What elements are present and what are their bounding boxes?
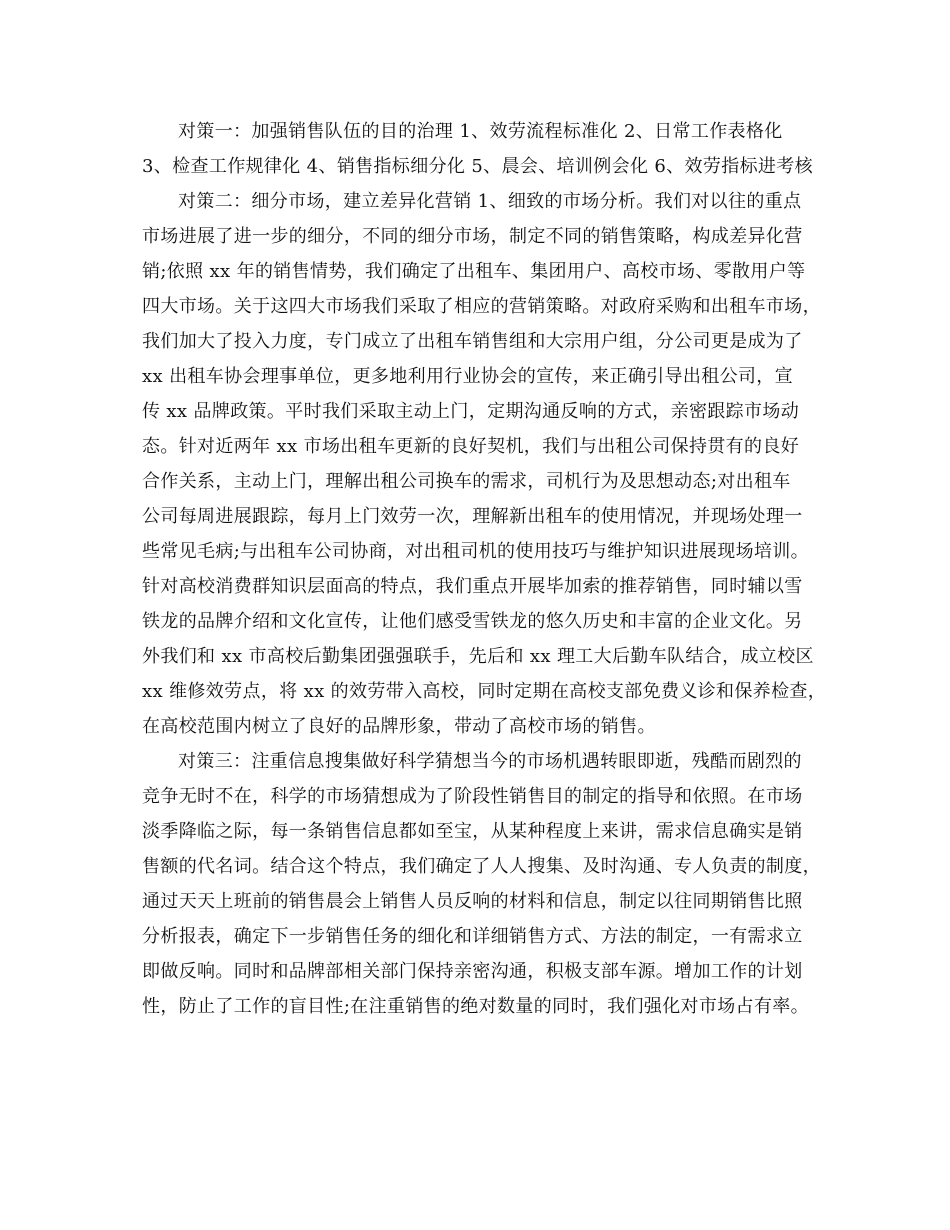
paragraph-2-line-11: 些常见毛病;与出租车公司协商，对出租司机的使用技巧与维护知识进展现场培训。 — [142, 541, 810, 562]
paragraph-2-line-15: xx 维修效劳点，将 xx 的效劳带入高校，同时定期在高校支部免费义诊和保养检查， — [142, 681, 827, 702]
paragraph-2-line-7: 传 xx 品牌政策。平时我们采取主动上门，定期沟通反响的方式，亲密跟踪市场动 — [142, 401, 800, 422]
paragraph-1-line-2: 3、检查工作规律化 4、销售指标细分化 5、晨会、培训例会化 6、效劳指标进考核 — [142, 156, 813, 177]
paragraph-3-line-7: 即做反响。同时和品牌部相关部门保持亲密沟通，积极支部车源。增加工作的计划 — [142, 961, 803, 982]
paragraph-2-line-9: 合作关系，主动上门，理解出租公司换车的需求，司机行为及思想动态;对出租车 — [142, 471, 791, 492]
paragraph-2-line-14: 外我们和 xx 市高校后勤集团强强联手，先后和 xx 理工大后勤车队结合，成立校区 — [142, 646, 814, 667]
paragraph-2-line-5: 我们加大了投入力度，专门成立了出租车销售组和大宗用户组，分公司更是成为了 — [142, 331, 803, 352]
paragraph-1-line-1: 对策一：加强销售队伍的目的治理 1、效劳流程标准化 2、日常工作表格化 — [178, 121, 783, 142]
paragraph-2-line-3: 销;依照 xx 年的销售情势，我们确定了出租车、集团用户、高校市场、零散用户等 — [142, 261, 806, 282]
paragraph-3-line-3: 淡季降临之际，每一条销售信息都如至宝，从某种程度上来讲，需求信息确实是销 — [142, 821, 803, 842]
paragraph-3-line-6: 分析报表，确定下一步销售任务的细化和详细销售方式、方法的制定，一有需求立 — [142, 926, 803, 947]
paragraph-2-line-10: 公司每周进展跟踪，每月上门效劳一次，理解新出租车的使用情况，并现场处理一 — [142, 506, 803, 527]
paragraph-2-line-1: 对策二：细分市场，建立差异化营销 1、细致的市场分析。我们对以往的重点 — [178, 191, 802, 212]
paragraph-2-line-4: 四大市场。关于这四大市场我们采取了相应的营销策略。对政府采购和出租车市场， — [142, 296, 821, 317]
paragraph-2-line-12: 针对高校消费群知识层面高的特点，我们重点开展毕加索的推荐销售，同时辅以雪 — [142, 576, 803, 597]
paragraph-2-line-6: xx 出租车协会理事单位，更多地利用行业协会的宣传，来正确引导出租公司，宣 — [142, 366, 793, 387]
paragraph-2-line-2: 市场进展了进一步的细分，不同的细分市场，制定不同的销售策略，构成差异化营 — [142, 226, 803, 247]
paragraph-2-line-8: 态。针对近两年 xx 市场出租车更新的良好契机，我们与出租公司保持贯有的良好 — [142, 436, 800, 457]
paragraph-3-line-4: 售额的代名词。结合这个特点，我们确定了人人搜集、及时沟通、专人负责的制度， — [142, 856, 821, 877]
paragraph-2-line-13: 铁龙的品牌介绍和文化宣传，让他们感受雪铁龙的悠久历史和丰富的企业文化。另 — [142, 611, 803, 632]
paragraph-3-line-2: 竞争无时不在，科学的市场猜想成为了阶段性销售目的制定的指导和依照。在市场 — [142, 786, 803, 807]
paragraph-3-line-1: 对策三：注重信息搜集做好科学猜想当今的市场机遇转眼即逝，残酷而剧烈的 — [178, 751, 802, 772]
paragraph-3-line-5: 通过天天上班前的销售晨会上销售人员反响的材料和信息，制定以往同期销售比照 — [142, 891, 803, 912]
paragraph-3-line-8: 性，防止了工作的盲目性;在注重销售的绝对数量的同时，我们强化对市场占有率。 — [142, 996, 810, 1017]
paragraph-2-line-16: 在高校范围内树立了良好的品牌形象，带动了高校市场的销售。 — [142, 716, 656, 737]
